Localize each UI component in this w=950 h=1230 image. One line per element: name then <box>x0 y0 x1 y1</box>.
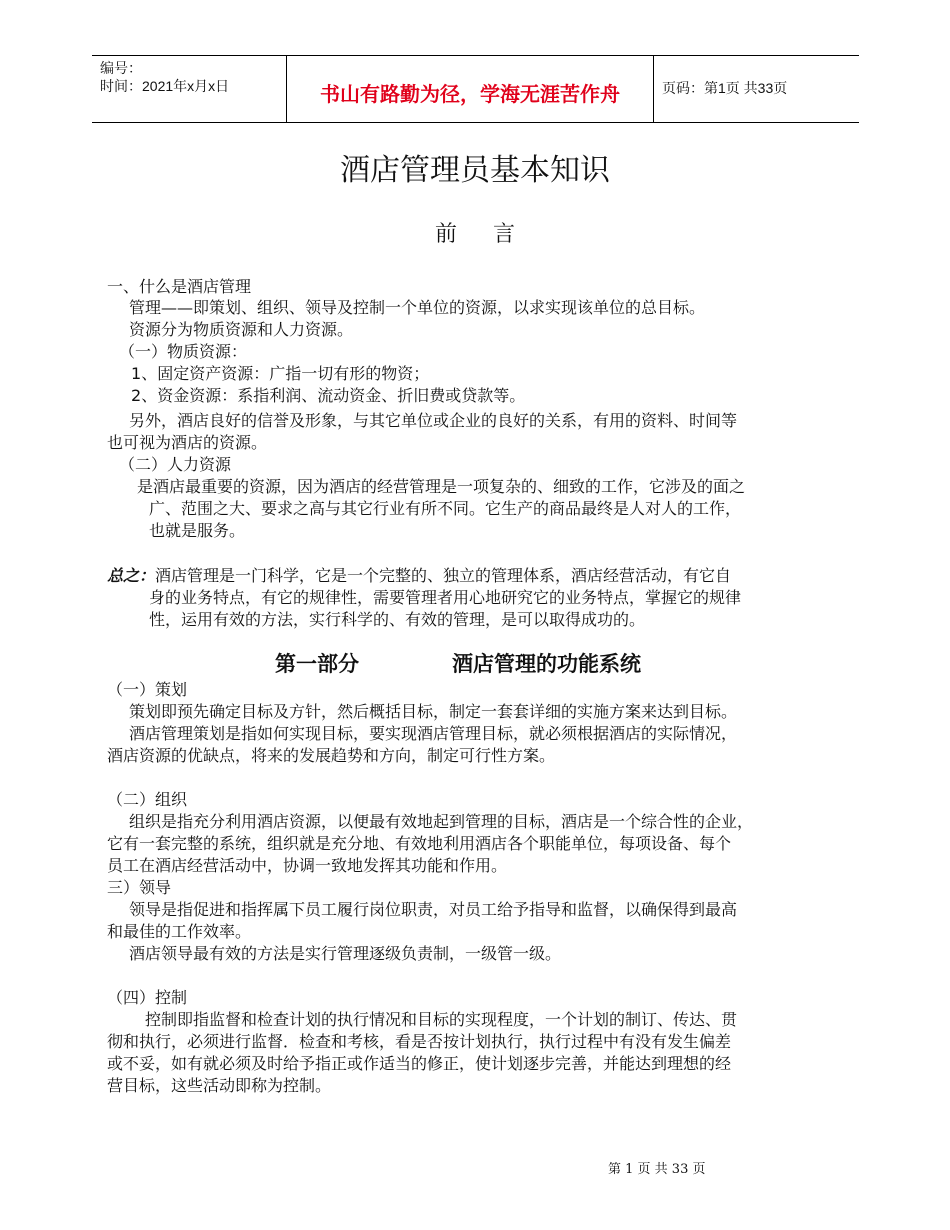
part-title: 酒店管理的功能系统 <box>452 652 641 676</box>
number-label: 编号： <box>100 60 142 76</box>
paragraph: 控制即指监督和检查计划的执行情况和目标的实现程度，一个计划的制订、传达、贯 <box>145 1010 738 1029</box>
subsection-heading: （四）控制 <box>107 988 188 1007</box>
section-heading: 一、什么是酒店管理 <box>107 277 252 296</box>
header-meta-cell <box>92 56 287 122</box>
paragraph: 也可视为酒店的资源。 <box>107 433 268 452</box>
paragraph: 管理——即策划、组织、领导及控制一个单位的资源，以求实现该单位的总目标。 <box>129 298 706 317</box>
paragraph: 或不妥，如有就必须及时给予指正或作适当的修正，使计划逐步完善，并能达到理想的经 <box>107 1054 732 1073</box>
paragraph: 也就是服务。 <box>149 521 246 540</box>
paragraph: 领导是指促进和指挥属下员工履行岗位职责，对员工给予指导和监督，以确保得到最高 <box>129 900 738 919</box>
paragraph: 它有一套完整的系统，组织就是充分地、有效地利用酒店各个职能单位，每项设备、每个 <box>107 834 732 853</box>
list-item-number: 1 <box>131 364 142 383</box>
paragraph: 是酒店最重要的资源，因为酒店的经营管理是一项复杂的、细致的工作，它涉及的面之 <box>137 477 746 496</box>
subsection-heading: （二）组织 <box>107 790 188 809</box>
subsection-heading: （二）人力资源 <box>119 455 232 474</box>
subsection-heading: （一）策划 <box>107 680 188 699</box>
paragraph: 资源分为物质资源和人力资源。 <box>129 320 354 339</box>
summary-text: 酒店管理是一门科学，它是一个完整的、独立的管理体系，酒店经营活动，有它自 <box>155 566 732 585</box>
paragraph: 策划即预先确定目标及方针，然后概括目标，制定一套套详细的实施方案来达到目标。 <box>129 702 738 721</box>
paragraph: 营目标，这些活动即称为控制。 <box>107 1076 332 1095</box>
document-title: 酒店管理员基本知识 <box>340 153 610 188</box>
paragraph: 广、范围之大、要求之高与其它行业有所不同。它生产的商品最终是人对人的工作， <box>149 499 742 518</box>
paragraph: 酒店资源的优缺点，将来的发展趋势和方向，制定可行性方案。 <box>107 746 556 765</box>
header-page-cell <box>654 56 859 122</box>
subsection-heading: 三）领导 <box>107 878 172 897</box>
subsection-heading: （一）物质资源： <box>119 342 248 361</box>
motto: 书山有路勤为径，学海无涯苦作舟 <box>320 82 620 106</box>
list-item-text: 、固定资产资源：广指一切有形的物资； <box>141 364 430 383</box>
list-item-number: 2 <box>131 386 142 405</box>
paragraph: 彻和执行，必须进行监督．检查和考核，看是否按计划执行，执行过程中有没有发生偏差 <box>107 1032 732 1051</box>
paragraph: 组织是指充分利用酒店资源，以便最有效地起到管理的目标，酒店是一个综合性的企业， <box>129 812 754 831</box>
paragraph: 酒店领导最有效的方法是实行管理逐级负责制，一级管一级。 <box>129 944 562 963</box>
page-footer: 第 1 页 共 33 页 <box>608 1162 706 1177</box>
list-item <box>131 364 429 384</box>
page-info: 页码：第1页 共33页 <box>662 80 788 96</box>
paragraph: 另外，酒店良好的信誉及形象，与其它单位或企业的良好的关系，有用的资料、时间等 <box>129 411 738 430</box>
preface-heading: 前言 <box>434 222 551 247</box>
list-item-text: 、资金资源：系指利润、流动资金、折旧费或贷款等。 <box>141 386 526 405</box>
paragraph: 酒店管理策划是指如何实现目标，要实现酒店管理目标，就必须根据酒店的实际情况， <box>129 724 738 743</box>
summary-text: 身的业务特点，有它的规律性，需要管理者用心地研究它的业务特点，掌握它的规律 <box>149 588 742 607</box>
summary-text: 性，运用有效的方法，实行科学的、有效的管理，是可以取得成功的。 <box>149 610 646 629</box>
summary-paragraph <box>107 566 731 586</box>
part-label: 第一部分 <box>275 652 359 676</box>
page-header <box>92 55 859 123</box>
summary-label: 总之： <box>107 566 156 585</box>
paragraph: 和最佳的工作效率。 <box>107 922 252 941</box>
paragraph: 员工在酒店经营活动中，协调一致地发挥其功能和作用。 <box>107 856 508 875</box>
header-motto-cell <box>287 56 654 122</box>
list-item <box>131 386 525 406</box>
time-label: 时间：2021年x月x日 <box>100 78 230 94</box>
